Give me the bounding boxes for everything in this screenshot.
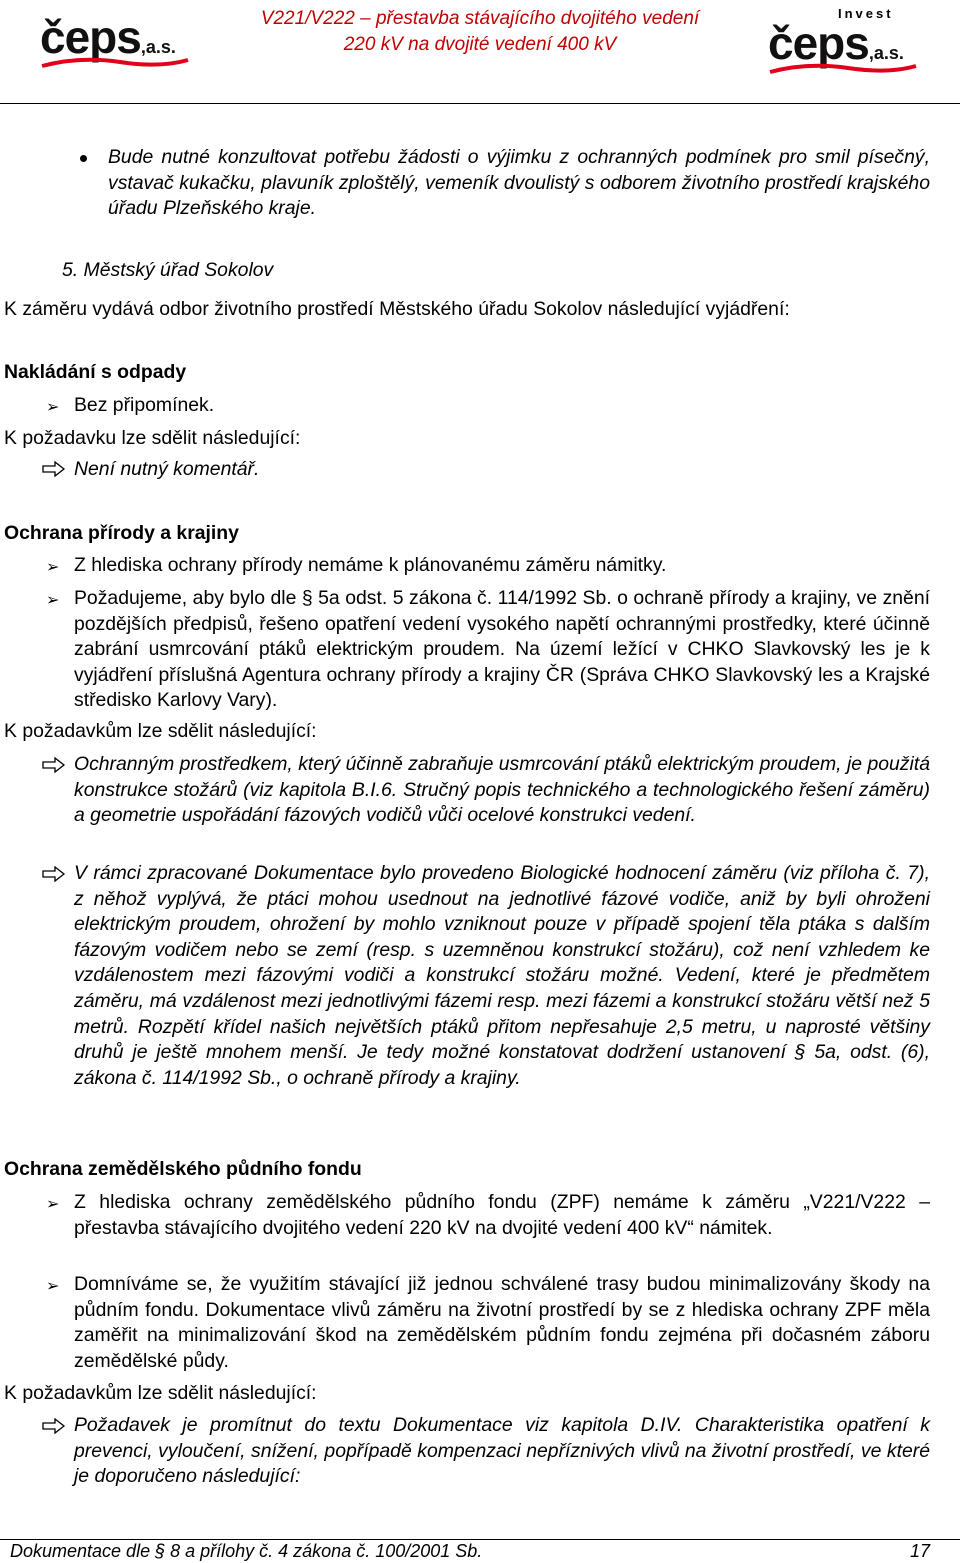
list-item: Z hlediska ochrany přírody nemáme k plánovanému záměru námitky. xyxy=(74,554,667,576)
answer-text: Ochranným prostředkem, který účinně zabraňuje usmrcování ptáků elektrickým proudem, je použitá konstrukce stožárů (viz kapitola B.I.6. Stručný popis technického a technologického řešení záměru) a geometrie uspořádání fázových vodičů vůči ocelové konstrukci vedení. xyxy=(74,753,930,827)
outline-arrow-icon xyxy=(42,461,66,477)
subsection-heading: Nakládání s odpady xyxy=(4,361,187,383)
answer-text: Požadavek je promítnut do textu Dokumentace viz kapitola D.IV. Charakteristika opatření k prevenci, vyloučení, snížení, popřípadě kompenzaci nepříznivých vlivů na životní prostředí, ve které je doporučeno následující: xyxy=(74,1414,930,1488)
outline-arrow-icon xyxy=(42,866,66,882)
arrowhead-bullet-icon: ➢ xyxy=(46,1196,60,1213)
answer-text: V rámci zpracované Dokumentace bylo provedeno Biologické hodnocení záměru (viz příloha č. 7), z něhož vyplývá, že ptáci mohou usednout na jednotlivé fázové vodiče, aniž by byli ohroženi elektrickým proudem, ohrožení by mohlo vzniknout pouze v případě spojení těla ptáka s dalším fázovým vodičem nebo se zemí (resp. s uzemněnou konstrukcí stožáru), což není vzhledem ke vzdálenostem mezi fázovými vodiči a konstrukcí stožáru možné. Vedení, které je předmětem záměru, má vzdálenost mezi jednotlivými fázemi resp. mezi fázemi a konstrukcí stožáru větší než 5 metrů. Rozpětí křídel našich největších ptáků přitom nepřesahuje 2,5 metru, u naprosté většiny druhů je ještě mnohem menší. Je tedy možné konstatovat dodržení ustanovení § 5a, odst. (6), zákona č. 114/1992 Sb., o ochraně přírody a krajiny. xyxy=(74,862,930,1089)
arrowhead-bullet-icon: ➢ xyxy=(46,559,60,576)
arrowhead-bullet-icon: ➢ xyxy=(46,399,60,416)
outline-arrow-icon xyxy=(42,757,66,773)
section-heading: 5. Městský úřad Sokolov xyxy=(62,259,274,281)
footer-rule xyxy=(0,1539,960,1540)
list-item: Bez připomínek. xyxy=(74,394,215,416)
header-rule xyxy=(0,103,960,104)
page-header: čeps,a.s. V221/V222 – přestavba stávajícího dvojitého vedení 220 kV na dvojité vedení 400 kV Invest čeps,a.s. xyxy=(0,0,960,104)
subsection-heading: Ochrana zemědělského půdního fondu xyxy=(4,1158,362,1180)
logo-wave-icon xyxy=(40,56,190,70)
outline-arrow-icon xyxy=(42,1418,66,1434)
subsection-heading: Ochrana přírody a krajiny xyxy=(4,522,239,544)
arrowhead-bullet-icon: ➢ xyxy=(46,592,60,609)
list-item: Požadujeme, aby bylo dle § 5a odst. 5 zákona č. 114/1992 Sb. o ochraně přírody a krajiny, ve znění pozdějších předpisů, řešeno opatření vedení vysokého napětí ochrannými prostředky, které účinně zabrání usmrcování ptáků elektrickým proudem. Na území ležící v CHKO Slavkovský les je k vyjádření příslušná Agentura ochrany přírody a krajiny ČR (Správa CHKO Slavkovský les a Krajské středisko Karlovy Vary). xyxy=(74,587,930,712)
paragraph: K požadavku lze sdělit následující: xyxy=(4,427,301,449)
list-item: Z hlediska ochrany zemědělského půdního fondu (ZPF) nemáme k záměru „V221/V222 – přestavba stávajícího dvojitého vedení 220 kV na dvojité vedení 400 kV“ námitek. xyxy=(74,1191,930,1239)
list-item: Domníváme se, že využitím stávající již jednou schválené trasy budou minimalizovány škody na půdním fondu. Dokumentace vlivů záměru na životní prostředí by se z hlediska ochrany ZPF měla zaměřit na minimalizování škod na zemědělském půdním fondu zejména při dočasném záboru zemědělské půdy. xyxy=(74,1273,930,1372)
paragraph: K požadavkům lze sdělit následující: xyxy=(4,1382,317,1404)
paragraph: K záměru vydává odbor životního prostředí Městského úřadu Sokolov následující vyjádření: xyxy=(4,298,790,320)
footer-text: Dokumentace dle § 8 a přílohy č. 4 zákona č. 100/2001 Sb. xyxy=(10,1541,483,1561)
arrowhead-bullet-icon: ➢ xyxy=(46,1278,60,1295)
answer-text: Není nutný komentář. xyxy=(74,458,260,480)
paragraph: K požadavkům lze sdělit následující: xyxy=(4,720,317,742)
document-title: V221/V222 – přestavba stávajícího dvojitého vedení 220 kV na dvojité vedení 400 kV xyxy=(260,8,700,55)
bullet-dot-icon xyxy=(80,155,87,162)
logo-wave-icon xyxy=(768,62,918,76)
page-number: 17 xyxy=(909,1541,930,1561)
paragraph: Bude nutné konzultovat potřebu žádosti o výjimku z ochranných podmínek pro smil písečný, vstavač kukačku, plavuník zploštělý, vemeník dvoulistý s odborem životního prostředí krajského úřadu Plzeňského kraje. xyxy=(108,146,930,220)
